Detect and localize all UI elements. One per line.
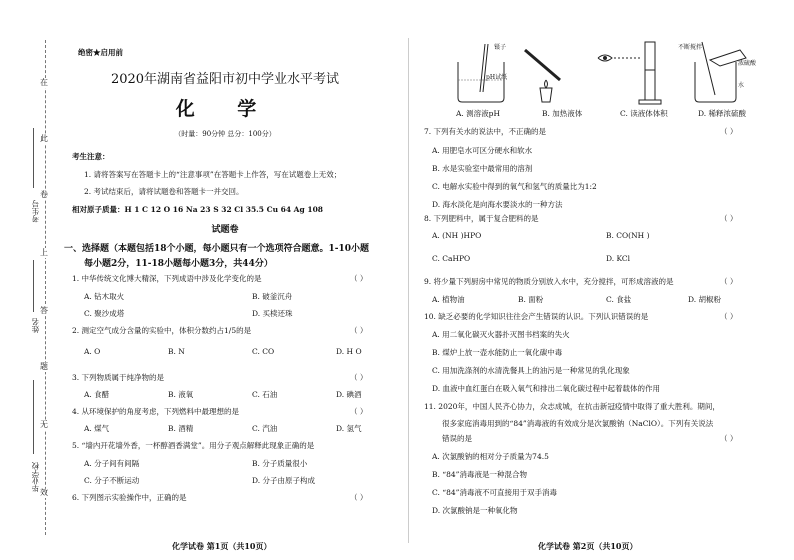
page-footer: 化学试卷 第1页（共10页） (172, 541, 272, 551)
school-field[interactable] (33, 380, 34, 454)
answer-paren[interactable]: （ ） (720, 277, 738, 286)
option: C. CO (252, 347, 275, 356)
answer-paren[interactable]: （ ） (720, 127, 738, 136)
graduated-cylinder-figure (639, 42, 661, 104)
page-2 (420, 0, 775, 560)
option: A. 用二氧化碳灭火器扑灭图书档案的失火 (432, 330, 570, 339)
page-divider (408, 38, 409, 543)
option: D. 碘酒 (336, 390, 362, 399)
option: C. 石油 (252, 390, 278, 399)
option: B. 加热液体 (542, 109, 583, 118)
eye-reading-figure (598, 55, 640, 61)
notice-title: 考生注意： (72, 152, 110, 161)
question-stem: 2. 测定空气成分含量的实验中，体积分数约占1/5的是 (72, 326, 252, 335)
question-stem: 很多家庭消毒用到的“84”消毒液的有效成分是次氯酸钠（NaClO）。下列有关说法 (442, 419, 714, 428)
student-number-field[interactable] (33, 128, 34, 188)
name-field[interactable] (33, 260, 34, 312)
option: A. (NH )HPO (432, 231, 482, 240)
option: C. 食盐 (606, 295, 632, 304)
option: A. 次氯酸钠的相对分子质量为74.5 (432, 452, 549, 461)
option: B. CO(NH ) (606, 231, 650, 240)
option: D. 血液中血红蛋白在吸入氧气和排出二氧化碳过程中起着载体的作用 (432, 384, 661, 393)
gutter-char: 上 (40, 248, 48, 257)
gutter-char: 答 (40, 306, 48, 315)
notice-item: 2. 考试结束后，请将试题卷和答题卡一并交回。 (84, 187, 244, 196)
option: C. “84”消毒液不可直接用于双手消毒 (432, 488, 557, 497)
option: C. 读液体体积 (620, 109, 668, 118)
option: C. 聚沙成塔 (84, 309, 125, 318)
option: A. 煤气 (84, 424, 110, 433)
option: C. CaHPO (432, 254, 471, 263)
student-number-label: 考生号 (31, 200, 40, 223)
option: B. 面粉 (518, 295, 544, 304)
option: A. 植物油 (432, 295, 465, 304)
option: D. 海水淡化是向海水要淡水的一种方法 (432, 200, 563, 209)
exam-title: 2020年湖南省益阳市初中学业水平考试 (110, 72, 340, 87)
gutter-char: 在 (40, 78, 48, 87)
option: D. 买椟还珠 (252, 309, 293, 318)
notice-item: 1. 请将答案写在答题卡上的“注意事项”在答题卡上作答，写在试题卷上无效； (84, 170, 342, 179)
figure-label: 水 (738, 82, 745, 89)
option: B. 煤炉上放一壶水能防止一氧化碳中毒 (432, 348, 563, 357)
subject-title: 化 学 (175, 98, 275, 120)
option: D. H O (336, 347, 362, 356)
answer-paren[interactable]: （ ） (350, 373, 368, 382)
answer-paren[interactable]: （ ） (720, 434, 738, 443)
option: A. 测溶液pH (456, 109, 501, 118)
option: B. 酒精 (168, 424, 194, 433)
school-label: 毕业学校 (31, 462, 40, 492)
confidential-mark: 绝密★启用前 (78, 48, 123, 57)
answer-paren[interactable]: （ ） (720, 214, 738, 223)
option: B. N (168, 347, 185, 356)
question-stem: 1. 中华传统文化博大精深，下列成语中涉及化学变化的是 (72, 274, 262, 283)
gutter-char: 题 (40, 362, 48, 371)
answer-paren[interactable]: （ ） (350, 407, 368, 416)
option: C. 汽油 (252, 424, 278, 433)
option: A. 分子间有间隔 (84, 459, 140, 468)
atomic-mass-line: 相对原子质量：H 1 C 12 O 16 Na 23 S 32 Cl 35.5 Cu 64 Ag 108 (72, 205, 324, 214)
name-label: 姓名 (31, 318, 40, 333)
figure-label: 不断搅拌 (678, 44, 703, 51)
question-stem: 4. 从环境保护的角度考虑，下列燃料中最理想的是 (72, 407, 240, 416)
question-stem: 11. 2020年，中国人民齐心协力，众志成城，在抗击新冠疫情中取得了重大胜利。期间， (424, 402, 720, 411)
option: D. 氢气 (336, 424, 362, 433)
option: A. 钻木取火 (84, 292, 125, 301)
option: D. KCl (606, 254, 631, 263)
option: C. 用加洗涤剂的水清洗餐具上的油污是一种常见的乳化现象 (432, 366, 630, 375)
page-footer: 化学试卷 第2页（共10页） (538, 541, 638, 551)
gutter-char: 无 (40, 420, 48, 429)
figure-label: 镊子 (494, 44, 507, 51)
option: D. 胡椒粉 (688, 295, 722, 304)
option: B. 水是实验室中最常用的溶剂 (432, 164, 533, 173)
gutter-char: 卷 (40, 190, 48, 199)
section-heading: 一、选择题（本题包括18个小题，每小题只有一个选项符合题意。1-10小题 (64, 244, 370, 254)
question-stem: 8. 下列肥料中，属于复合肥料的是 (424, 214, 539, 223)
option: B. “84”消毒液是一种混合物 (432, 470, 527, 479)
option: D. 分子由原子构成 (252, 476, 316, 485)
answer-paren[interactable]: （ ） (720, 312, 738, 321)
page-1 (60, 0, 390, 560)
cut-line (45, 40, 46, 535)
option: A. 食醋 (84, 390, 110, 399)
gutter-char: 效 (40, 488, 48, 497)
dilute-acid-figure (695, 42, 746, 102)
time-info: （时量：90分钟 总分：100分） (174, 130, 276, 138)
section-heading: 每小题2分，11-18小题每小题3分，共44分） (84, 259, 273, 269)
option: B. 分子质量很小 (252, 459, 308, 468)
answer-paren[interactable]: （ ） (350, 274, 368, 283)
question-stem: 10. 缺乏必要的化学知识往往会产生错误的认识。下列认识错误的是 (424, 312, 649, 321)
question-stem: 7. 下列有关水的说法中，不正确的是 (424, 127, 547, 136)
heating-test-tube-figure (525, 50, 560, 102)
answer-paren[interactable]: （ ） (350, 493, 368, 502)
option: D. 次氯酸钠是一种氧化物 (432, 506, 518, 515)
part-title: 试题卷 (211, 225, 239, 235)
option: C. 分子不断运动 (84, 476, 140, 485)
figure-label: pH试纸 (486, 74, 508, 81)
question-stem: 5. “墙内开花墙外香，一杯醇酒香满堂”。用分子观点解释此现象正确的是 (72, 441, 315, 450)
answer-paren[interactable]: （ ） (350, 326, 368, 335)
option: A. O (84, 347, 101, 356)
binding-gutter (0, 0, 58, 560)
figure-label: 浓硫酸 (738, 60, 757, 67)
option: B. 液氧 (168, 390, 194, 399)
option: C. 电解水实验中得到的氧气和氢气的质量比为1:2 (432, 182, 597, 191)
question-stem: 9. 将少量下列厨房中常见的物质分别放入水中，充分搅拌，可形成溶液的是 (424, 277, 674, 286)
option: D. 稀释浓硫酸 (698, 109, 747, 118)
option: B. 破釜沉舟 (252, 292, 293, 301)
question-stem: 错误的是 (442, 434, 472, 443)
option: A. 用肥皂水可区分硬水和软水 (432, 146, 533, 155)
gutter-char: 此 (40, 134, 48, 143)
question-stem: 6. 下列图示实验操作中，正确的是 (72, 493, 187, 502)
question-stem: 3. 下列物质属于纯净物的是 (72, 373, 165, 382)
